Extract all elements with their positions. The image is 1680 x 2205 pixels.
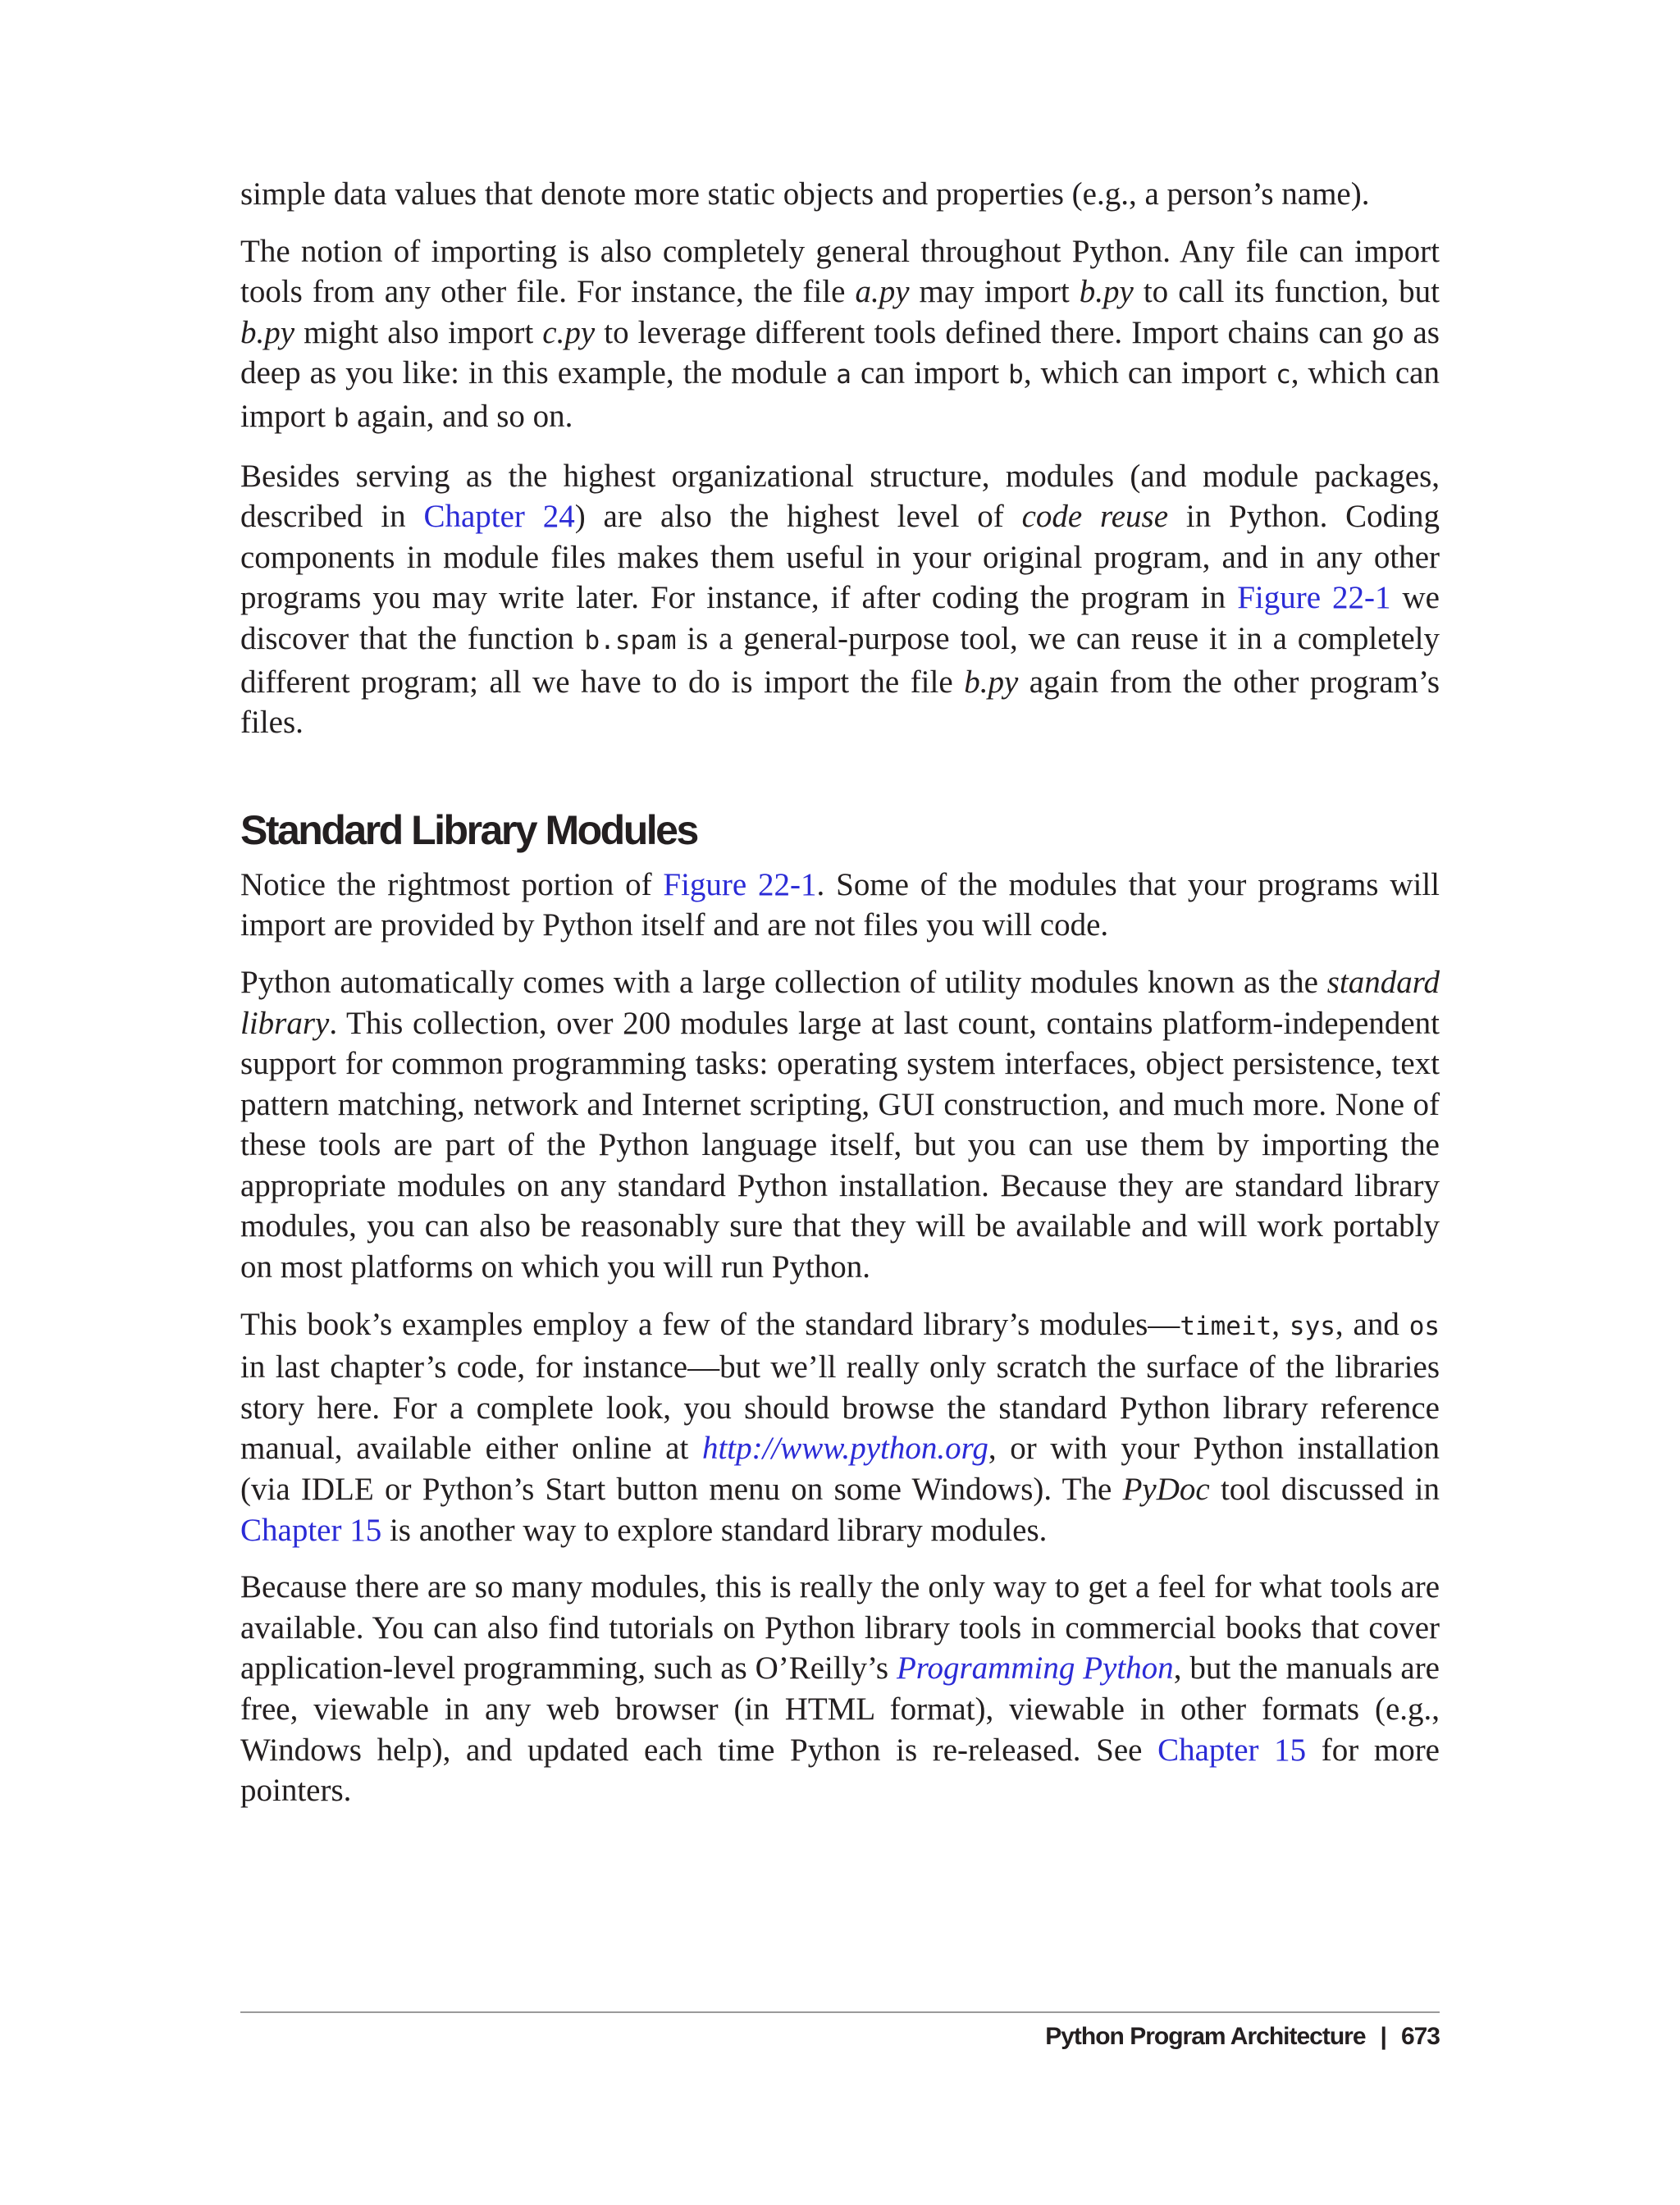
text-run: Besides serving as the highest organizational structure, modules (and module packages, described in [240, 458, 1440, 535]
paragraph-7 [240, 1567, 1440, 1811]
paragraph-text: simple data values that denote more static objects and properties (e.g., a person’s name). [240, 176, 1370, 212]
link-python-org[interactable]: http://www.python.org [701, 1431, 988, 1467]
code-literal: sys [1289, 1311, 1335, 1341]
text-run: we discover that the function [240, 580, 1440, 656]
text-run: again, and so on. [349, 398, 573, 434]
text-run: . Some of the modules that your programs will import are provided by Python itself and are not files you will code. [240, 866, 1440, 943]
emphasis: standard library [240, 964, 1440, 1041]
text-run: Because there are so many modules, this is really the only way to get a feel for what tools are available. You can also find tutorials on Python library tools in commercial books that cover application-level programming, such as O’Reilly’s [240, 1569, 1440, 1687]
text-run: , and [1335, 1306, 1409, 1342]
text-run: in last chapter’s code, for instance—but we’ll really only scratch the surface of the libraries story here. For a complete look, you should browse the standard Python library reference manual, available either online at [240, 1349, 1440, 1467]
text-run: might also import [294, 314, 543, 350]
paragraph-2 [240, 231, 1440, 440]
code-literal: b [1008, 360, 1024, 390]
link-chapter-15[interactable]: Chapter 15 [240, 1512, 382, 1548]
paragraph-1 [240, 174, 1440, 215]
text-run: . This collection, over 200 modules large at last count, contains platform-independent support for common programming tasks: operating system interfaces, object persistence, text pattern matching, network and Internet scripting, GUI construction, and much more. None of these tools are part of the Python language itself, but you can use them by importing the appropriate modules on any standard Python installation. Because they are standard library modules, you can also be reasonably sure that they will be available and will work portably on most platforms on which you will run Python. [240, 1005, 1440, 1285]
footer-rule [240, 2011, 1440, 2013]
code-literal: timeit [1180, 1311, 1272, 1341]
emphasis: PyDoc [1122, 1472, 1210, 1508]
text-run: , [1271, 1306, 1290, 1342]
text-run: , which can import [240, 355, 1440, 434]
section-title: Standard Library Modules [240, 806, 697, 853]
text-run: Python automatically comes with a large collection of utility modules known as the [240, 964, 1327, 1000]
paragraph-4 [240, 865, 1440, 946]
code-literal: a [836, 360, 851, 390]
running-title: Python Program Architecture [1045, 2023, 1366, 2050]
code-literal: b.spam [584, 625, 677, 655]
text-run: , but the manuals are free, viewable in any web browser (in HTML format), viewable in other formats (e.g., Windows help), and updated each time Python is re-released. See [240, 1650, 1440, 1768]
paragraph-6 [240, 1304, 1440, 1551]
link-figure-22-1[interactable]: Figure 22-1 [663, 866, 817, 902]
text-run: tool discussed in [1209, 1472, 1440, 1508]
text-run: , which can import [1023, 355, 1276, 391]
text-run: again from the other program’s files. [240, 664, 1440, 741]
page-footer [1045, 2023, 1440, 2051]
text-run: This book’s examples employ a few of the standard library’s modules— [240, 1306, 1180, 1342]
filename: b.py [964, 664, 1019, 700]
text-run: for more pointers. [240, 1732, 1440, 1809]
text-run: to call its function, but [1133, 274, 1440, 310]
filename: b.py [1079, 274, 1134, 310]
text-run: ) are also the highest level of [574, 499, 1022, 535]
page-number: 673 [1400, 2023, 1440, 2050]
text-run: can import [851, 355, 1009, 391]
text-run: to leverage different tools defined there. Import chains can go as deep as you like: in this example, the module [240, 314, 1440, 391]
filename: a.py [855, 274, 910, 310]
filename: b.py [240, 314, 295, 350]
page-body [240, 174, 1440, 1828]
emphasis: code reuse [1021, 499, 1169, 535]
link-chapter-15[interactable]: Chapter 15 [1157, 1732, 1307, 1768]
text-run: Notice the rightmost portion of [240, 866, 664, 902]
paragraph-5 [240, 962, 1440, 1288]
text-run: The notion of importing is also completely general throughout Python. Any file can import tools from any other file. For instance, the file [240, 233, 1440, 310]
filename: c.py [542, 314, 596, 350]
text-run: , or with your Python installation (via IDLE or Python’s Start button menu on some Windows). The [240, 1431, 1440, 1508]
code-literal: os [1408, 1311, 1440, 1341]
link-programming-python[interactable]: Programming Python [896, 1650, 1174, 1687]
footer-separator: | [1380, 2023, 1386, 2050]
code-literal: b [333, 403, 349, 433]
text-run: is another way to explore standard library modules. [381, 1512, 1048, 1548]
link-figure-22-1[interactable]: Figure 22-1 [1237, 580, 1391, 616]
text-run: in Python. Coding components in module files makes them useful in your original program, and in any other programs you may write later. For instance, if after coding the program in [240, 499, 1440, 616]
paragraph-3 [240, 456, 1440, 743]
link-chapter-24[interactable]: Chapter 24 [423, 499, 575, 535]
code-literal: c [1276, 360, 1291, 390]
text-run: is a general-purpose tool, we can reuse it in a completely different program; all we have to do is import the file [240, 620, 1440, 700]
text-run: may import [909, 274, 1080, 310]
